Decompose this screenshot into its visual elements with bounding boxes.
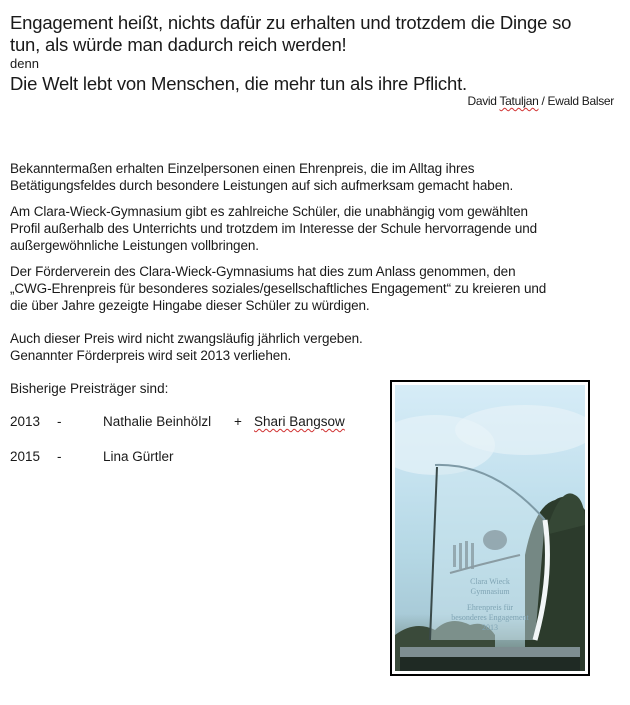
award-trophy-image bbox=[395, 385, 585, 671]
trophy-photo-frame bbox=[390, 380, 590, 676]
quote-author bbox=[467, 94, 614, 108]
winner-name: Nathalie Beinhölzl bbox=[103, 414, 212, 429]
winner-year: 2015 bbox=[10, 449, 41, 464]
engraving-school-line2: Gymnasium bbox=[470, 587, 510, 596]
paragraph-note bbox=[10, 330, 363, 364]
engraving-award-line2: besonderes Engagement bbox=[451, 613, 529, 622]
author-misspelled: Tatuljan bbox=[499, 94, 539, 108]
engraving-school-line1: Clara Wieck bbox=[470, 577, 510, 586]
engraving-school bbox=[395, 577, 585, 597]
text-line: Profil außerhalb des Unterrichts und trotzdem im Interesse der Schule hervorragende und bbox=[10, 221, 538, 236]
separator-dash: - bbox=[57, 449, 62, 464]
quote-connector: denn bbox=[10, 56, 39, 71]
quote-line-2: tun, als würde man dadurch reich werden! bbox=[10, 34, 347, 55]
winners-title: Bisherige Preisträger sind: bbox=[10, 381, 169, 396]
quote-line-1: Engagement heißt, nichts dafür zu erhalten und trotzdem die Dinge so bbox=[10, 12, 572, 33]
paragraph-intro bbox=[10, 160, 513, 194]
text-line: Am Clara-Wieck-Gymnasium gibt es zahlreiche Schüler, die unabhängig vom gewählten bbox=[10, 204, 528, 219]
engraving-year: 2013 bbox=[482, 623, 498, 632]
text-line: Betätigungsfeldes durch besondere Leistungen auf sich aufmerksam gemacht haben. bbox=[10, 178, 514, 193]
paragraph-foerderverein bbox=[10, 263, 546, 314]
text-line: Auch dieser Preis wird nicht zwangsläufig jährlich vergeben. bbox=[10, 331, 363, 346]
winner-year: 2013 bbox=[10, 414, 41, 429]
separator-dash: - bbox=[57, 414, 62, 429]
engraving-award bbox=[395, 603, 585, 633]
separator-plus: + bbox=[234, 414, 242, 429]
text-line: Genannter Förderpreis wird seit 2013 verliehen. bbox=[10, 348, 292, 363]
winner-name-misspelled: Shari Bangsow bbox=[254, 414, 345, 429]
author-rest: / Ewald Balser bbox=[538, 94, 614, 108]
text-line: „CWG-Ehrenpreis für besonderes soziales/gesellschaftliches Engagement“ zu kreieren und bbox=[10, 281, 547, 296]
text-line: Bekanntermaßen erhalten Einzelpersonen einen Ehrenpreis, die im Alltag ihres bbox=[10, 161, 475, 176]
paragraph-school bbox=[10, 203, 537, 254]
author-first: David bbox=[467, 94, 500, 108]
text-line: außergewöhnliche Leistungen vollbringen. bbox=[10, 238, 259, 253]
engraving-award-line1: Ehrenpreis für bbox=[467, 603, 513, 612]
quote-line-3: Die Welt lebt von Menschen, die mehr tun als ihre Pflicht. bbox=[10, 73, 467, 94]
winner-name: Lina Gürtler bbox=[103, 449, 174, 464]
text-line: Der Förderverein des Clara-Wieck-Gymnasiums hat dies zum Anlass genommen, den bbox=[10, 264, 516, 279]
text-line: die über Jahre gezeigte Hingabe dieser Schüler zu würdigen. bbox=[10, 298, 370, 313]
